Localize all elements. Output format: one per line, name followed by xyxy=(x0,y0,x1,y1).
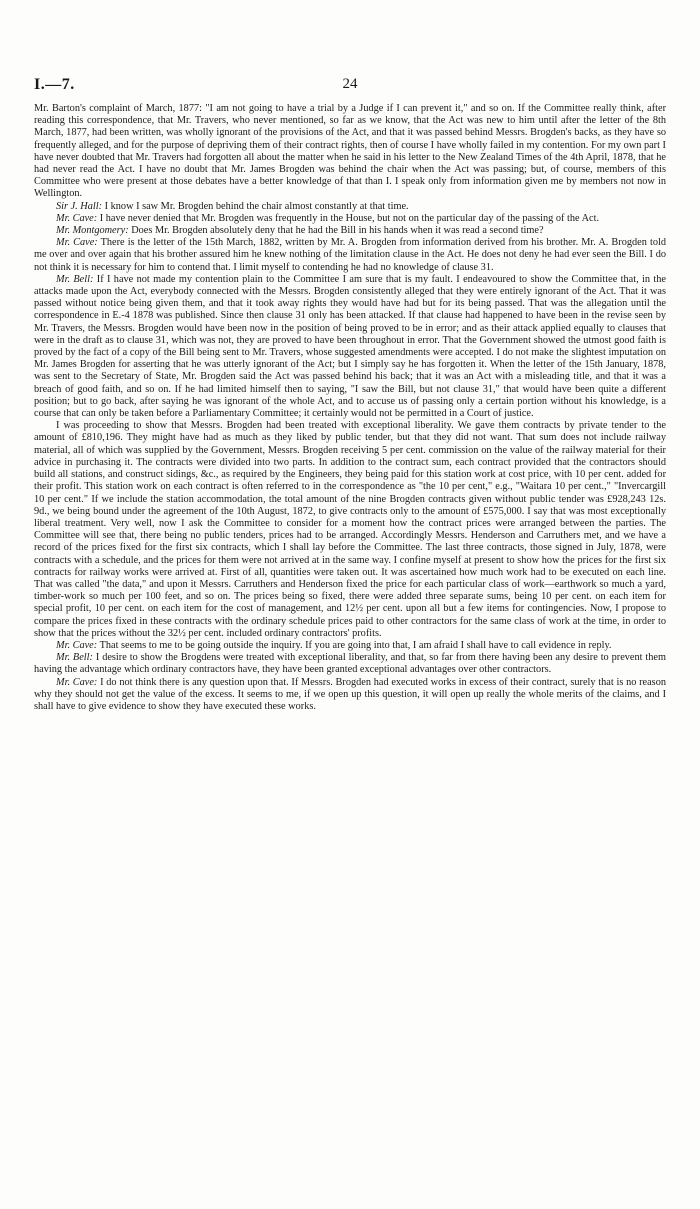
paragraph xyxy=(34,213,666,225)
paragraph xyxy=(34,677,666,714)
paragraph-text: I do not think there is any question upon that. If Messrs. Brogden had executed works in excess of their contract, surely that is no reason why they should not get the value of the excess. It seems to me, if we open up this question, it will open up really the whole merits of the claims, and I shall have to give evidence to show they have executed these works. xyxy=(34,676,666,712)
paragraph-text: I was proceeding to show that Messrs. Brogden had been treated with exceptional liberality. We gave them contracts by private tender to the amount of £810,196. They might have had as much as they liked by public tender, but that they did not want. That sum does not include railway material, all of which was supplied by the Government, Messrs. Brogden receiving 5 per cent. commission on the value of the railway material for their advice in purchasing it. The contracts were divided into two parts. In addition to the contract sum, each contract provided that the contractors should build all stations, and construct sidings, &c., as required by the Engineers, they being paid for this station work at cost price, with 10 per cent. added for their profit. This station work on each contract is often referred to in the correspondence as "the 10 per cent," e.g., "Waitara 10 per cent.," "Invercargill 10 per cent." If we include the station accommodation, the total amount of the nine Brogden contracts given without public tender was £928,243 12s. 9d., we being bound under the agreement of the 10th August, 1872, to give contracts only to the amount of £575,000. I say that was most exceptionally liberal treatment. Very well, now I ask the Committee to consider for a moment how the contract prices were arranged between the parties. The Committee will see that, there being no public tenders, prices had to be arranged. Accordingly Messrs. Henderson and Carruthers met, and we have a record of the prices fixed for the first six contracts, which I shall lay before the Committee. The last three contracts, those signed in July, 1878, were contracts with a schedule, and the prices for them were not arrived at in the same way. I confine myself at present to show how the prices for the first six contracts for railway works were arrived at. First of all, quantities were taken out. It was ascertained how much work had to be executed on each line. That was called "the data," and upon it Messrs. Carruthers and Henderson fixed the price for each particular class of work—earthwork so much a yard, timber-work so much per 100 feet, and so on. The prices being so fixed, there were added three separate sums, being 10 per cent. on each item for special profit, 10 per cent. on each item for the cost of management, and 12½ per cent. upon all but a few items for contingencies. Now, I propose to compare the prices fixed in these contracts with the ordinary schedule prices paid to other contractors for the same class of work at the time, in order to show that the prices without the 32½ per cent. included ordinary contractors' profits. xyxy=(34,420,666,639)
paragraph-text: I know I saw Mr. Brogden behind the chair almost constantly at that time. xyxy=(102,200,409,212)
speaker-name: Mr. Bell: xyxy=(56,652,93,664)
speaker-name: Mr. Bell: xyxy=(56,273,94,285)
paragraph-text: Does Mr. Brogden absolutely deny that he had the Bill in his hands when it was read a second time? xyxy=(128,225,544,237)
speaker-name: Mr. Cave: xyxy=(56,639,98,651)
paragraph xyxy=(34,103,666,201)
paragraph-text: Mr. Barton's complaint of March, 1877: "I am not going to have a trial by a Judge if I can prevent it," and so on. If the Committee really think, after reading this correspondence, that Mr. Travers, who never mentioned, so far as we know, that the Act was new to him until after the letter of the 8th March, 1877, had been written, was wholly ignorant of the provisions of the Act, and that it was passed behind Messrs. Brogden's backs, as they have so frequently alleged, and for the purpose of depriving them of their contract rights, then of course I have wholly failed in my contention. For my own part I have never doubted that Mr. Travers had forgotten all about the matter when he said in his letter to the New Zealand Times of the 4th April, 1878, that he had never read the Act. I have no doubt that Mr. James Brogden was behind the chair when the Act was passing; but, of course, members of this Committee who were present at those debates have a better knowledge of that than I. I speak only from information given me by members not now in Wellington. xyxy=(34,103,666,200)
paragraph xyxy=(34,237,666,274)
speaker-name: Mr. Montgomery: xyxy=(56,225,129,237)
paragraph xyxy=(34,652,666,676)
paragraph-text: If I have not made my contention plain to the Committee I am sure that is my fault. I endeavoured to show the Committee that, in the attacks made upon the Act, everybody connected with the Messrs. Brogden consistently alleged that they were entirely ignorant of the Act. That it was passed without notice being given them, and that it took away rights they would have had but for its being passed. That was the allegation until the correspondence in E.-4 1878 was published. Since then clause 31 only has been attacked. If that clause had happened to have been in the revise seen by Mr. Travers, the Messrs. Brogden would have been now in the position of being proved to be in error; and as their attack applied equally to clauses that were in the draft as to clause 31, which was not, they are proved to have been throughout in error. That the Government showed the utmost good faith is proved by the fact of a copy of the Bill being sent to Mr. Travers, whose suggested amendments were accepted. I do not make the slightest imputation on Mr. James Brogden for asserting that he was utterly ignorant of the Act; but I simply say he has forgotten it. When the letter of the 15th January, 1878, was sent to the Secretary of State, Mr. Brogden said the Act was passed behind his back; that it was an Act with a misleading title, and that it was a breach of good faith, and so on. If he had limited himself then to saying, "I saw the Bill, but not clause 31," that would have been quite a different position; but to go back, after saying he was ignorant of the whole Act, and to accuse us of passing only a certain portion without his knowledge, is a course that can only be taken before a Parliamentary Committee; it certainly would not be permitted in a Court of justice. xyxy=(34,273,666,420)
speaker-name: Sir J. Hall: xyxy=(56,200,103,212)
speaker-name: Mr. Cave: xyxy=(56,212,98,224)
paragraph-text: I desire to show the Brogdens were treated with exceptional liberality, and that, so far from there having been any desire to prevent them having the advantage which ordinary contractors have, they have been granted exceptional advantages over other contractors. xyxy=(34,652,666,676)
document-body xyxy=(34,103,666,713)
paragraph xyxy=(34,274,666,420)
paragraph xyxy=(34,201,666,213)
page-number: 24 xyxy=(342,76,358,92)
paragraph-text: I have never denied that Mr. Brogden was frequently in the House, but not on the particular day of the passing of the Act. xyxy=(97,212,600,224)
document-reference: I.—7. xyxy=(34,76,75,93)
speaker-name: Mr. Cave: xyxy=(56,237,98,249)
speaker-name: Mr. Cave: xyxy=(56,676,98,688)
paragraph xyxy=(34,225,666,237)
paragraph xyxy=(34,640,666,652)
paragraph-text: That seems to me to be going outside the inquiry. If you are going into that, I am afraid I shall have to call evidence in reply. xyxy=(97,639,612,651)
page-header xyxy=(34,76,666,96)
paragraph xyxy=(34,420,666,640)
paragraph-text: There is the letter of the 15th March, 1882, written by Mr. A. Brogden from information derived from his brother. Mr. A. Brogden told me over and over again that his brother assured him he knew nothing of the limitation clause in the Act. He does not deny he had ever seen the Bill. I do not think it is necessary for him to contend that. I limit myself to contending he had no knowledge of clause 31. xyxy=(34,237,666,273)
